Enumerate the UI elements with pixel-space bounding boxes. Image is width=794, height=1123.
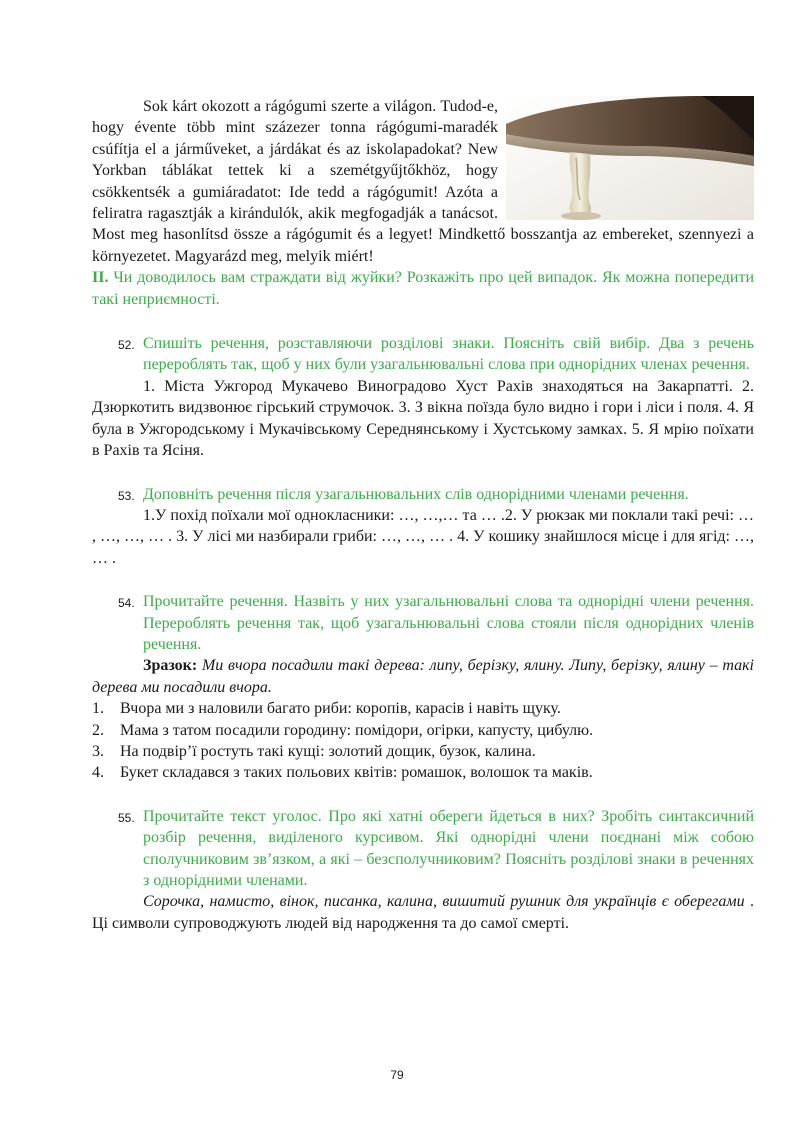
exercise-instruction: Прочитайте текст уголос. Про які хатні обереги йдеться в них? Зробіть синтаксичний розбір речення, виділеного курсивом. Які однорідні члени поєднані між собою сполучниковим зв’язком, а які – безсполучниковим? Поясніть розділові знаки в реченнях з однорідними членами. [143, 807, 754, 889]
sentence-rest: . Ці символи супроводжують людей від народження та до самої смерті. [92, 893, 755, 932]
exercise-54-list [92, 698, 754, 784]
exercise-number: 55. [118, 810, 135, 825]
exercise-54-sample [92, 655, 754, 698]
exercise-instruction: Прочитайте речення. Назвіть у них узагальнювальні слова та однорідні члени речення. Перероблять речення так, щоб узагальнювальні слова стояли після однорідних членів речення. [143, 593, 754, 653]
page-number: 79 [390, 1068, 404, 1082]
exercise-instruction: Спишіть речення, розставляючи розділові знаки. Поясніть свій вибір. Два з речень перероблять так, щоб у них були узагальнювальні слова при однорідних членах речення. [143, 335, 754, 374]
exercise-53-body: 1.У похід поїхали мої однокласники: …, …,… та … .2. У рюкзак ми поклали такі речі: … , …, …, … . 3. У лісі ми назбирали гриби: …, …, … . 4. У кошику знайшлося місце і для ягід: …, … . [92, 506, 754, 567]
exercise-52 [92, 333, 754, 376]
italic-sentence: Сорочка, намисто, вінок, писанка, калина, вишитий рушник для українців є оберегами [143, 893, 745, 911]
exercise-54 [92, 591, 754, 655]
list-item: 1. Вчора ми з наловили багато риби: коропів, карасів і навіть щуку. [92, 700, 561, 718]
exercise-number: 52. [118, 338, 135, 353]
hungarian-paragraph: Sok kárt okozott a rágógumi szerte a világon. Tudod-e, hogy évente több mint százezer tonna rágógumi-maradék csúfítja el a járműveket, a járdákat és az iskolapadokat? New Yorkban táblákat tettek ki a szemétgyűjtőkhöz, hogy csökkentsék a gumiáradatot: Ide tedd a rágógumit! Azóta a feliratra ragasztják a kirándulók, akik megfogadják a tanácsot. Most meg hasonlítsd össze a rágógumit és a legyet! Mindkettő bosszantja az embereket, szennyezi a környezetet. Magyarázd meg, melyik miért! [92, 98, 754, 265]
exercise-53 [92, 484, 754, 505]
task-ii-text: Чи доводилось вам страждати від жуйки? Розкажіть про цей випадок. Як можна попередити такі неприємності. [92, 269, 754, 308]
list-item: 2. Мама з татом посадили городину: помідори, огірки, капусту, цибулю. [92, 721, 594, 739]
task-ii-label: II. [92, 269, 109, 287]
sample-label: Зразок: [143, 657, 198, 675]
exercise-52-body: 1. Міста Ужгород Мукачево Виноградово Хуст Рахів знаходяться на Закарпатті. 2. Дзюркотить видзвонює гірський струмочок. 3. З вікна поїзда було видно і гори і ліси і поля. 4. Я була в Ужгородському і Мукачівському Середнянському і Хустському замках. 5. Я мрію поїхати в Рахів та Ясіня. [92, 377, 754, 460]
exercise-55-text [92, 891, 754, 934]
exercise-number: 53. [118, 488, 135, 503]
list-item: 3. На подвір’ї ростуть такі кущі: золотий дощик, бузок, калина. [92, 742, 536, 760]
exercise-55 [92, 806, 754, 892]
task-ii [92, 267, 754, 310]
exercise-instruction: Доповніть речення після узагальнювальних слів однорідними членами речення. [143, 485, 689, 503]
exercise-number: 54. [118, 596, 135, 611]
list-item: 4. Букет складався з таких польових квітів: ромашок, волошок та маків. [92, 764, 593, 782]
page-content [92, 96, 754, 934]
sample-text: Ми вчора посадили такі дерева: липу, берізку, ялину. Липу, берізку, ялину – такі дерева ми посадили вчора. [92, 657, 754, 696]
chewing-gum-shoe-photo [506, 96, 754, 220]
